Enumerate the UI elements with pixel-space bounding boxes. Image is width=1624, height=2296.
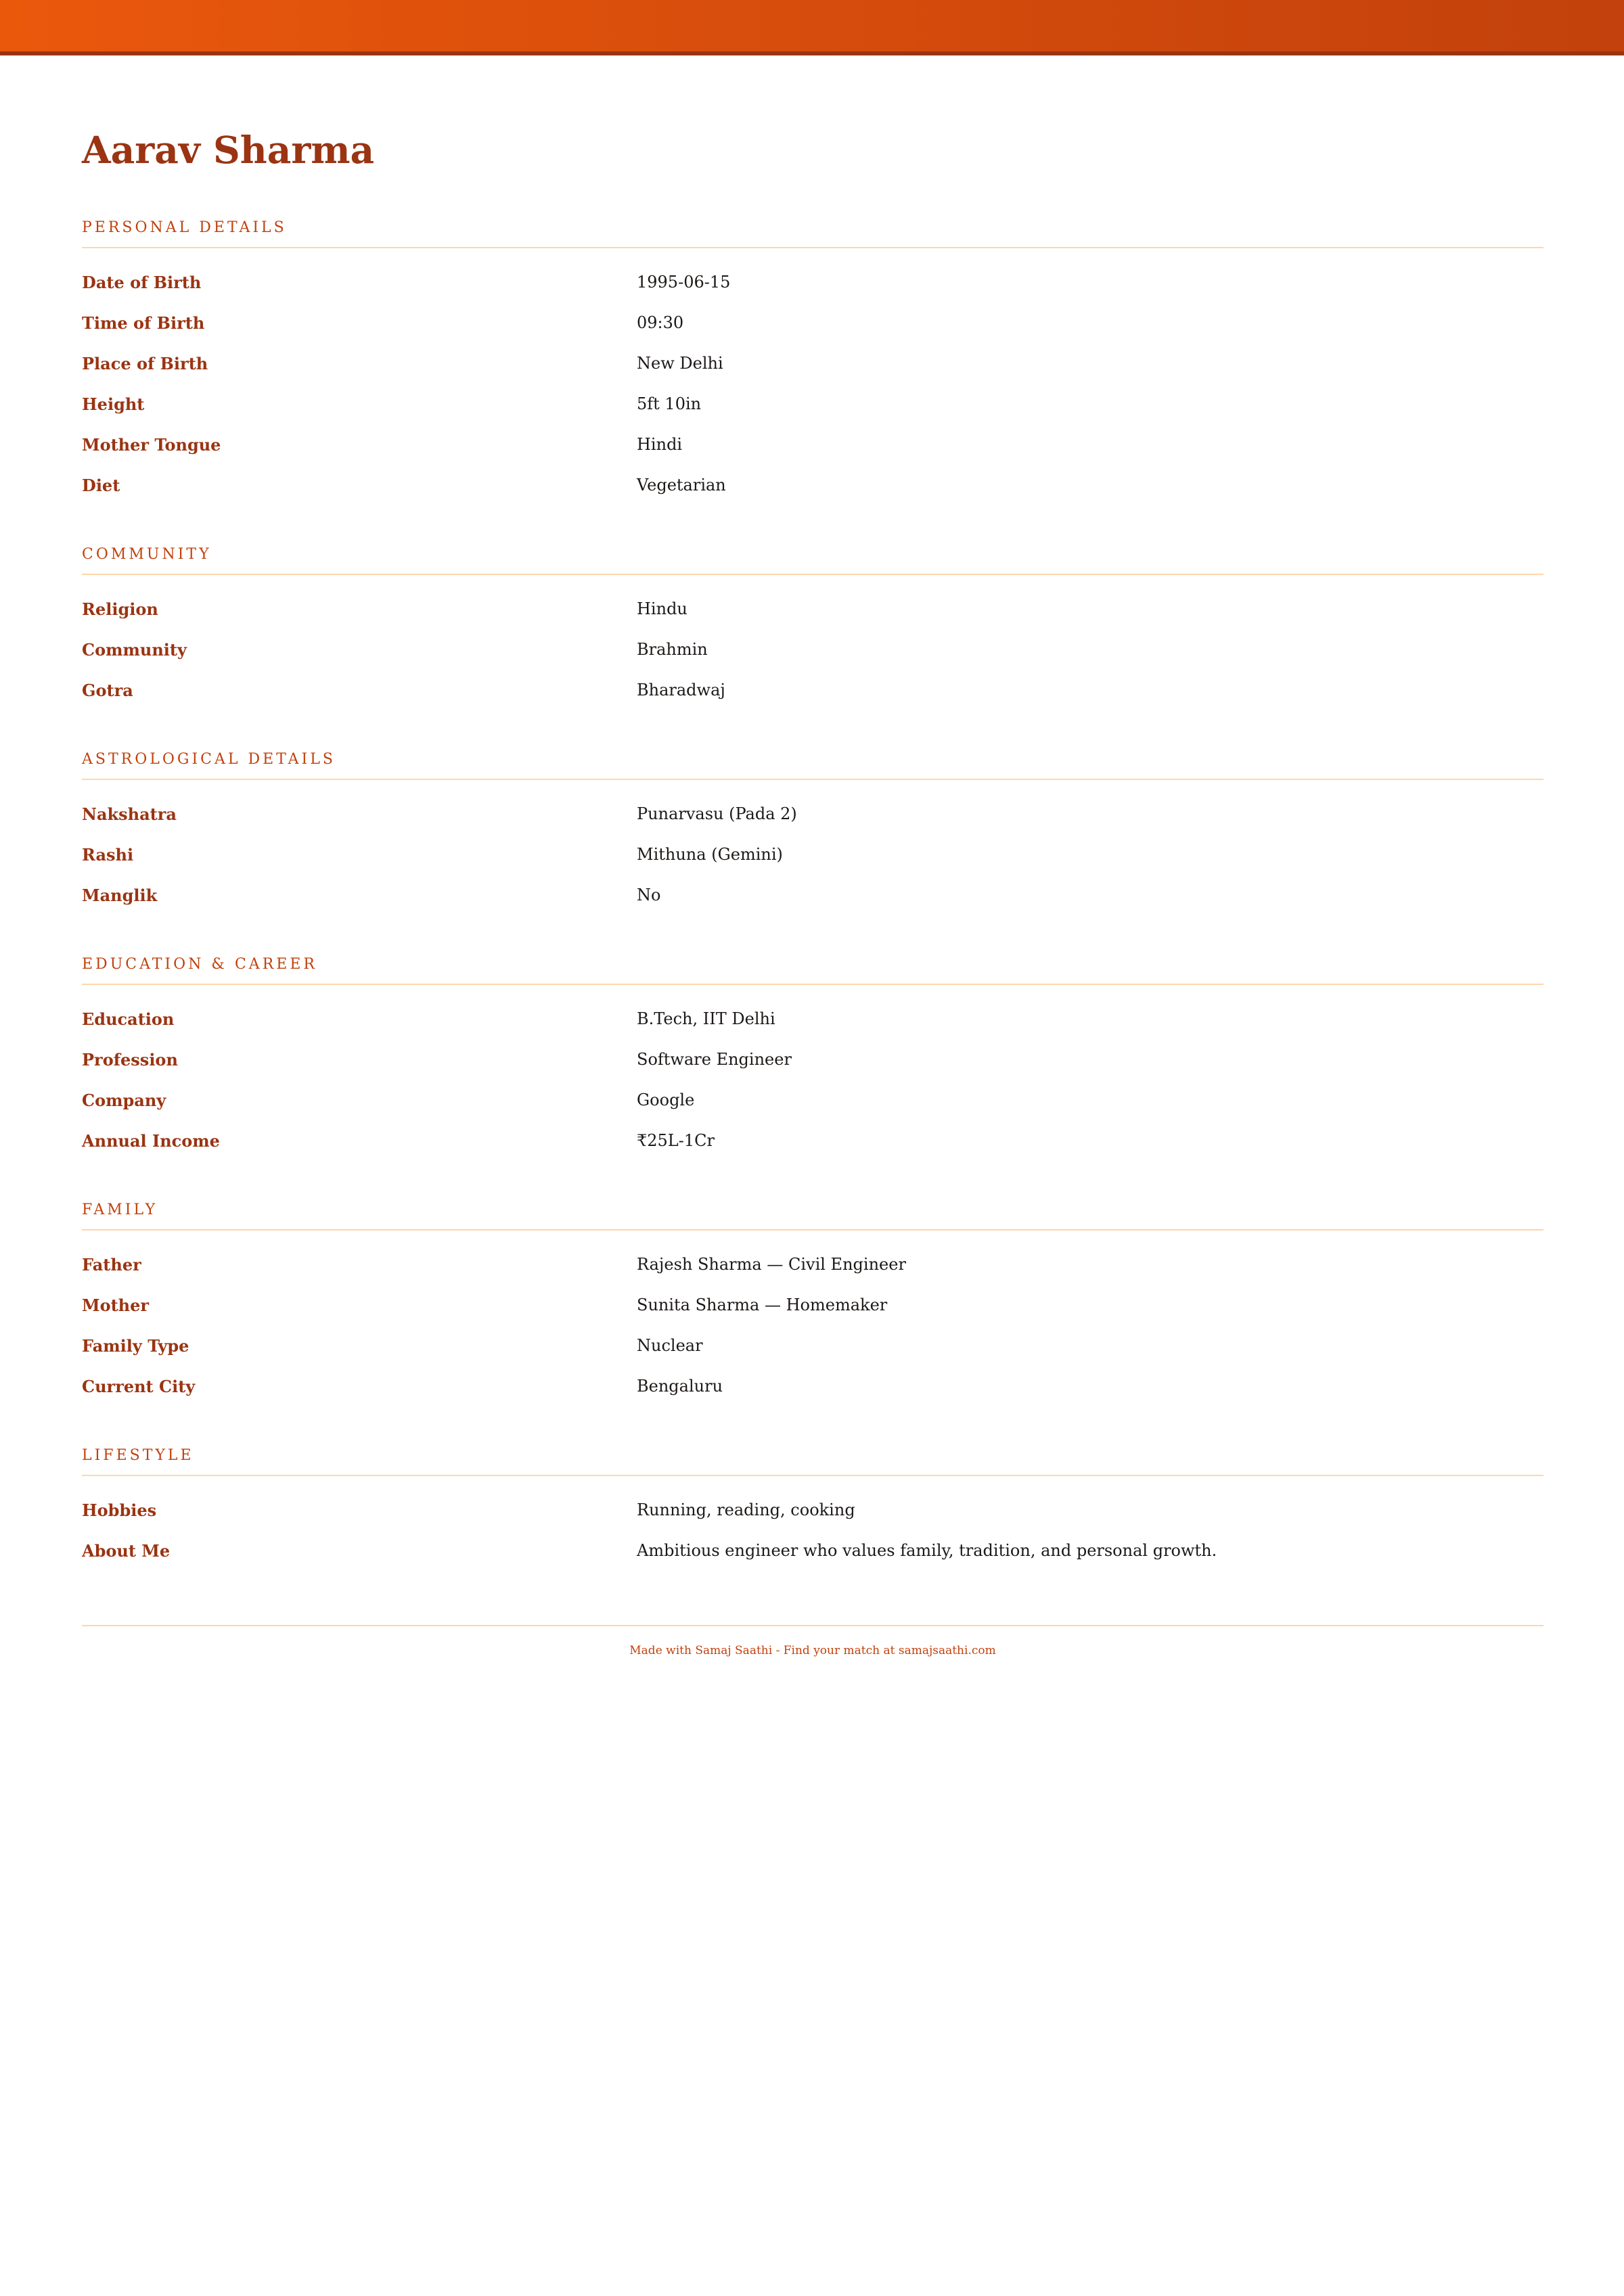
field-row-mother xyxy=(82,1285,1543,1325)
field-label: Annual Income xyxy=(82,1130,220,1151)
field-label: Hobbies xyxy=(82,1500,157,1520)
field-value: New Delhi xyxy=(637,354,723,373)
field-row-gotra xyxy=(82,670,1543,710)
field-value: Nuclear xyxy=(637,1336,703,1355)
footer-credit: Made with Samaj Saathi - Find your match at samajsaathi.com xyxy=(82,1625,1543,1657)
section-community xyxy=(82,546,1543,710)
profile-name: Aarav Sharma xyxy=(82,128,375,172)
section-title: ASTROLOGICAL DETAILS xyxy=(82,751,1543,780)
field-row-company xyxy=(82,1080,1543,1120)
field-value: 1995-06-15 xyxy=(637,273,731,292)
field-row-family-type xyxy=(82,1325,1543,1366)
field-value: Bengaluru xyxy=(637,1377,723,1396)
field-label: Community xyxy=(82,639,187,660)
field-label: Place of Birth xyxy=(82,353,208,373)
section-title: EDUCATION & CAREER xyxy=(82,956,1543,985)
field-value: Software Engineer xyxy=(637,1050,792,1069)
section-lifestyle xyxy=(82,1447,1543,1571)
field-value: Hindu xyxy=(637,599,687,618)
section-astrological-details xyxy=(82,751,1543,915)
field-row-mother-tongue xyxy=(82,424,1543,465)
field-label: Mother xyxy=(82,1295,150,1315)
field-label: Family Type xyxy=(82,1335,189,1356)
section-title: LIFESTYLE xyxy=(82,1447,1543,1476)
field-value: No xyxy=(637,886,661,904)
field-label: Current City xyxy=(82,1376,196,1396)
field-row-date-of-birth xyxy=(82,262,1543,302)
section-title: FAMILY xyxy=(82,1201,1543,1231)
field-label: About Me xyxy=(82,1540,171,1561)
field-row-profession xyxy=(82,1039,1543,1080)
field-label: Company xyxy=(82,1090,166,1110)
field-value: Vegetarian xyxy=(637,476,726,495)
field-value: Punarvasu (Pada 2) xyxy=(637,804,797,823)
field-row-education xyxy=(82,998,1543,1039)
section-family xyxy=(82,1201,1543,1406)
field-label: Education xyxy=(82,1009,175,1029)
field-label: Diet xyxy=(82,475,120,495)
field-row-about-me xyxy=(82,1530,1543,1571)
field-label: Rashi xyxy=(82,844,134,865)
field-value: Running, reading, cooking xyxy=(637,1500,855,1519)
field-row-religion xyxy=(82,589,1543,629)
field-label: Profession xyxy=(82,1049,178,1070)
header-banner xyxy=(0,0,1624,55)
field-value: Google xyxy=(637,1090,695,1109)
field-value: Sunita Sharma — Homemaker xyxy=(637,1295,888,1314)
field-label: Date of Birth xyxy=(82,272,202,292)
field-value: ₹25L-1Cr xyxy=(637,1131,715,1150)
field-value: Bharadwaj xyxy=(637,681,725,699)
section-personal-details xyxy=(82,219,1543,505)
field-row-hobbies xyxy=(82,1490,1543,1530)
field-value: Mithuna (Gemini) xyxy=(637,845,783,864)
field-row-diet xyxy=(82,465,1543,505)
field-label: Mother Tongue xyxy=(82,434,221,455)
field-value: Rajesh Sharma — Civil Engineer xyxy=(637,1255,906,1274)
field-row-father xyxy=(82,1244,1543,1285)
field-label: Nakshatra xyxy=(82,804,177,824)
field-value: 5ft 10in xyxy=(637,394,702,413)
biodata-document xyxy=(82,122,1543,1657)
field-row-annual-income xyxy=(82,1120,1543,1161)
field-value: Ambitious engineer who values family, tradition, and personal growth. xyxy=(637,1541,1217,1560)
field-label: Manglik xyxy=(82,885,158,905)
section-title: COMMUNITY xyxy=(82,546,1543,575)
field-label: Father xyxy=(82,1254,141,1275)
field-row-community xyxy=(82,629,1543,670)
field-row-height xyxy=(82,384,1543,424)
field-label: Gotra xyxy=(82,680,133,700)
field-value: Brahmin xyxy=(637,640,708,659)
field-row-current-city xyxy=(82,1366,1543,1406)
field-value: 09:30 xyxy=(637,313,684,332)
field-label: Height xyxy=(82,394,145,414)
field-row-nakshatra xyxy=(82,794,1543,834)
field-label: Religion xyxy=(82,599,158,619)
field-row-time-of-birth xyxy=(82,302,1543,343)
field-row-place-of-birth xyxy=(82,343,1543,384)
field-value: Hindi xyxy=(637,435,683,454)
field-label: Time of Birth xyxy=(82,313,205,333)
field-value: B.Tech, IIT Delhi xyxy=(637,1009,775,1028)
field-row-manglik xyxy=(82,875,1543,915)
section-education-career xyxy=(82,956,1543,1161)
field-row-rashi xyxy=(82,834,1543,875)
section-title: PERSONAL DETAILS xyxy=(82,219,1543,248)
